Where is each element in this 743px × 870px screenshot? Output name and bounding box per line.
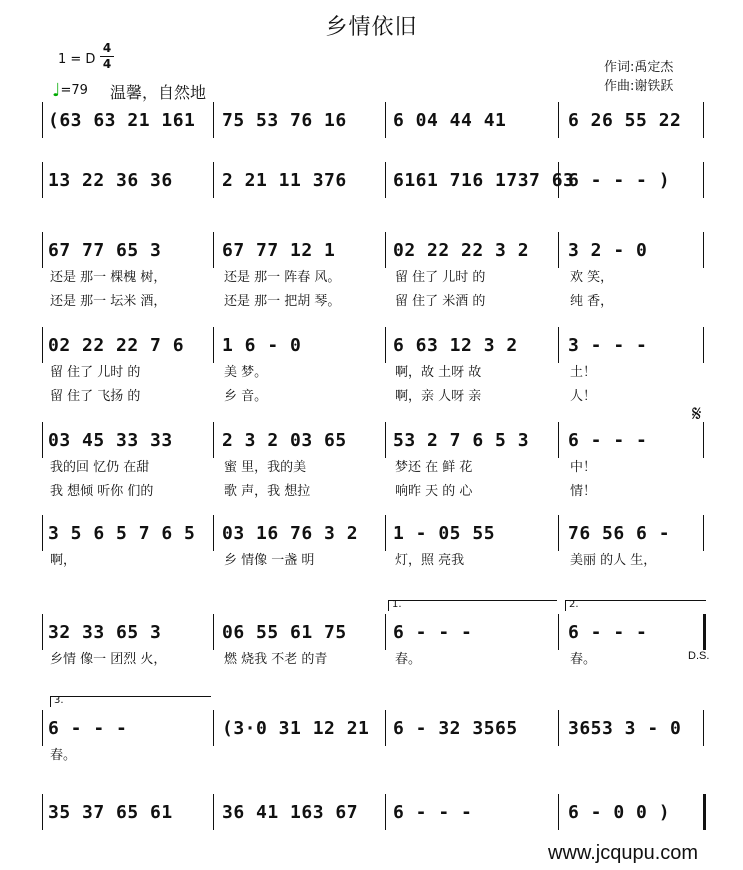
barline <box>42 515 43 551</box>
dal-segno-marking: D.S. <box>688 650 710 662</box>
barline <box>42 422 43 458</box>
staff-row <box>0 238 743 264</box>
measure: 6 63 12 3 2 <box>393 335 518 356</box>
volta-bracket <box>565 600 706 611</box>
barline <box>703 162 704 198</box>
lyric-text: 美 梦。 <box>224 365 268 380</box>
measure: 75 53 76 16 <box>222 110 347 131</box>
lyric-text: 美丽 的人 生， <box>570 553 657 568</box>
measure: 1 - 05 55 <box>393 523 496 544</box>
measure: 3 5 6 5 7 6 5 <box>48 523 196 544</box>
measure: 67 77 65 3 <box>48 240 162 261</box>
measure: 53 2 7 6 5 3 <box>393 430 530 451</box>
lyric-text: 灯，照 亮我 <box>395 553 465 568</box>
measure: 1 6 - 0 <box>222 335 302 356</box>
barline <box>558 614 559 650</box>
song-title: 乡情依旧 <box>325 15 418 40</box>
barline <box>213 422 214 458</box>
key-signature: 1 = D <box>58 52 96 67</box>
barline <box>213 614 214 650</box>
measure: 03 45 33 33 <box>48 430 173 451</box>
measure: 13 22 36 36 <box>48 170 173 191</box>
segno-icon: 𝄋 <box>692 402 702 427</box>
barline <box>385 515 386 551</box>
measure: 32 33 65 3 <box>48 622 162 643</box>
lyric-text: 情！ <box>570 484 597 499</box>
measure: 6 - 32 3565 <box>393 718 518 739</box>
measure: 06 55 61 75 <box>222 622 347 643</box>
staff-row <box>0 333 743 359</box>
lyric-text: 春。 <box>570 652 597 667</box>
measure: 02 22 22 3 2 <box>393 240 530 261</box>
staff-row <box>0 428 743 454</box>
staff-row <box>0 168 743 194</box>
staff-row <box>0 716 743 742</box>
lyric-text: 土！ <box>570 365 597 380</box>
measure: 6 - - - <box>48 718 128 739</box>
measure: 2 21 11 376 <box>222 170 347 191</box>
barline <box>385 102 386 138</box>
lyric-text: 响昨 天 的 心 <box>395 484 473 499</box>
barline <box>385 327 386 363</box>
barline <box>42 232 43 268</box>
lyric-text: 还是 那一 棵槐 树， <box>50 270 167 285</box>
measure: 03 16 76 3 2 <box>222 523 359 544</box>
measure: 6 - 0 0 ) <box>568 802 671 823</box>
barline <box>213 515 214 551</box>
barline <box>703 515 704 551</box>
measure: (3·0 31 12 21 <box>222 718 370 739</box>
barline <box>558 232 559 268</box>
measure: (63 63 21 161 <box>48 110 196 131</box>
lyric-text: 啊，故 土呀 故 <box>395 365 482 380</box>
lyric-text: 梦还 在 鲜 花 <box>395 460 473 475</box>
lyric-text: 燃 烧我 不老 的青 <box>224 652 328 667</box>
barline <box>558 710 559 746</box>
staff-row <box>0 800 743 826</box>
staff-row <box>0 521 743 547</box>
time-sig-bottom: 4 <box>102 57 112 71</box>
staff-row <box>0 108 743 134</box>
lyric-text: 中！ <box>570 460 597 475</box>
volta-number: 2. <box>569 599 579 610</box>
quarter-note-icon: ♩ <box>52 80 61 101</box>
barline <box>558 102 559 138</box>
barline <box>703 794 706 830</box>
measure: 3 - - - <box>568 335 648 356</box>
measure: 3653 3 - 0 <box>568 718 682 739</box>
barline <box>385 232 386 268</box>
lyric-text: 欢 笑， <box>570 270 614 285</box>
lyric-text: 留 住了 飞扬 的 <box>50 389 141 404</box>
measure: 67 77 12 1 <box>222 240 336 261</box>
barline <box>385 614 386 650</box>
lyric-text: 啊，亲 人呀 亲 <box>395 389 482 404</box>
barline <box>42 327 43 363</box>
lyric-text: 还是 那一 阵春 风。 <box>224 270 341 285</box>
tempo-marking <box>52 80 88 101</box>
barline <box>213 794 214 830</box>
volta-number: 1. <box>392 599 402 610</box>
measure: 6 26 55 22 <box>568 110 682 131</box>
lyric-text: 乡 音。 <box>224 389 268 404</box>
barline <box>213 327 214 363</box>
lyric-text: 乡情 像一 团烈 火， <box>50 652 167 667</box>
lyric-text: 人！ <box>570 389 597 404</box>
lyric-text: 还是 那一 坛米 酒， <box>50 294 167 309</box>
measure: 6 - - - <box>393 802 473 823</box>
lyric-text: 留 住了 儿时 的 <box>395 270 486 285</box>
time-signature <box>100 42 114 71</box>
barline <box>42 102 43 138</box>
barline <box>703 327 704 363</box>
measure: 02 22 22 7 6 <box>48 335 185 356</box>
lyric-text: 我的回 忆仍 在甜 <box>50 460 150 475</box>
barline <box>42 794 43 830</box>
barline <box>213 102 214 138</box>
volta-bracket <box>50 696 211 707</box>
barline <box>213 162 214 198</box>
barline <box>42 162 43 198</box>
lyric-text: 啊， <box>50 553 77 568</box>
measure: 3 2 - 0 <box>568 240 648 261</box>
lyric-text: 我 想倾 听你 们的 <box>50 484 154 499</box>
lyric-text: 纯 香， <box>570 294 614 309</box>
measure: 35 37 65 61 <box>48 802 173 823</box>
composer-credit: 作曲:谢铁跃 <box>604 79 674 94</box>
volta-bracket <box>388 600 557 611</box>
expression-marking: 温馨，自然地 <box>110 83 207 102</box>
time-sig-top: 4 <box>102 41 112 55</box>
barline <box>385 422 386 458</box>
barline <box>385 162 386 198</box>
barline <box>42 614 43 650</box>
barline <box>213 232 214 268</box>
barline <box>558 515 559 551</box>
lyric-text: 蜜 里，我的美 <box>224 460 307 475</box>
barline <box>703 710 704 746</box>
lyric-text: 还是 那一 把胡 琴。 <box>224 294 341 309</box>
lyric-text: 歌 声，我 想拉 <box>224 484 311 499</box>
barline <box>703 102 704 138</box>
measure: 2 3 2 03 65 <box>222 430 347 451</box>
lyric-text: 留 住了 儿时 的 <box>50 365 141 380</box>
measure: 76 56 6 - <box>568 523 671 544</box>
watermark: www.jcqupu.com <box>548 842 699 864</box>
measure: 6 - - - <box>568 430 648 451</box>
lyric-text: 留 住了 米酒 的 <box>395 294 486 309</box>
barline <box>558 794 559 830</box>
barline <box>42 710 43 746</box>
measure: 6161 716 1737 63 <box>393 170 575 191</box>
barline <box>385 710 386 746</box>
lyric-text: 乡 情像 一盏 明 <box>224 553 315 568</box>
barline <box>703 614 706 650</box>
barline <box>213 710 214 746</box>
measure: 6 04 44 41 <box>393 110 507 131</box>
staff-row <box>0 620 743 646</box>
lyric-text: 春。 <box>50 748 77 763</box>
volta-number: 3. <box>54 695 64 706</box>
barline <box>558 327 559 363</box>
barline <box>558 422 559 458</box>
tempo-value: =79 <box>60 83 88 98</box>
measure: 6 - - - ) <box>568 170 671 191</box>
measure: 6 - - - <box>393 622 473 643</box>
barline <box>703 232 704 268</box>
barline <box>703 422 704 458</box>
lyric-text: 春。 <box>395 652 422 667</box>
measure: 36 41 163 67 <box>222 802 359 823</box>
lyricist-credit: 作词:禹定杰 <box>604 60 674 75</box>
barline <box>385 794 386 830</box>
measure: 6 - - - <box>568 622 648 643</box>
